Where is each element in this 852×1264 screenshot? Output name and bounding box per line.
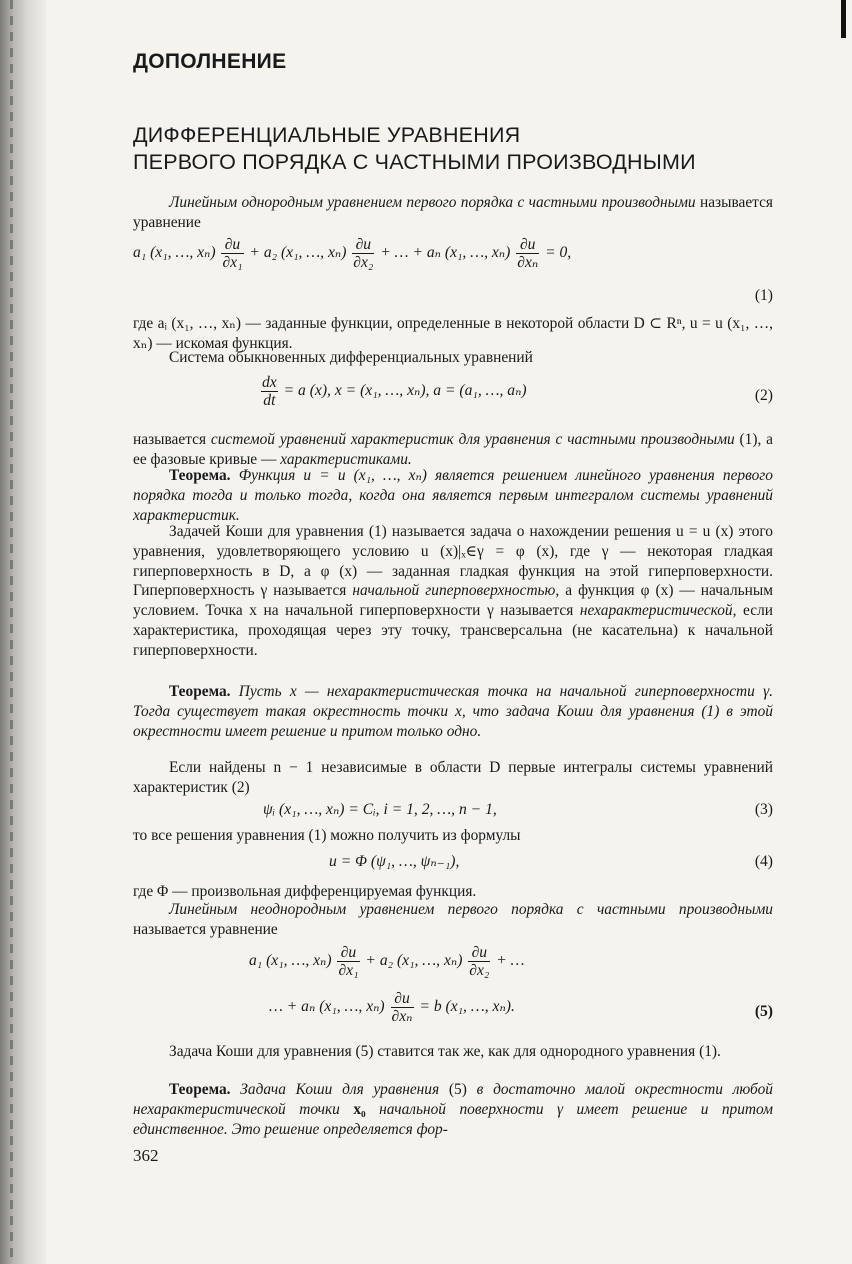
chapter-title	[133, 122, 696, 176]
page-number: 362	[133, 1146, 159, 1165]
book-binding-shadow	[0, 0, 46, 1264]
definition-paragraph-homogeneous	[133, 193, 773, 233]
paragraph-arbitrary-function: где Φ — произвольная дифференцируемая функция.	[133, 883, 477, 900]
fraction: $\frac{\partial u}{\text{∂x₂}}$	[353, 236, 374, 271]
eq-term: a₁ (x₁, …, xₙ)	[133, 244, 216, 262]
fraction: $\frac{\partial u}{\text{∂xₙ}}$	[517, 236, 539, 271]
fraction: $\frac{dx}{dt}$	[262, 374, 277, 409]
equation-number: (5)	[754, 1003, 773, 1020]
paragraph-functions-defined: где aᵢ (x₁, …, xₙ) — заданные функции, определенные в некоторой области D ⊂ Rⁿ, u = u (x₁, …, xₙ) — искомая функция.	[133, 315, 773, 352]
defined-term: системой уравнений характеристик для уравнения с частными производными	[210, 431, 735, 448]
equation-5-line-1: a₁ (x₁, …, xₙ) $\frac{\partial u}{\text{∂x₁}}$ + a₂ (x₁, …, xₙ) $\frac{\partial u}{\text{∂x₂}}$ + …	[249, 944, 525, 979]
fraction: $\frac{\partial u}{\text{∂xₙ}}$	[391, 990, 413, 1025]
defined-term: характеристиками.	[280, 450, 412, 468]
chapter-title-line-2: ПЕРВОГО ПОРЯДКА С ЧАСТНЫМИ ПРОИЗВОДНЫМИ	[133, 150, 696, 174]
equation-5-line-2: … + aₙ (x₁, …, xₙ) $\frac{\partial u}{\text{∂xₙ}}$ = b (x₁, …, xₙ).	[269, 990, 515, 1025]
paragraph-first-integrals: Если найдены n − 1 независимые в области D первые интегралы системы уравнений характеристик (2)	[133, 759, 773, 796]
equation-3	[133, 800, 773, 824]
theorem-text: Функция u = u (x₁, …, xₙ) является решением линейного уравнения первого порядка тогда и только тогда, когда она является первым интегралом системы уравнений характеристик.	[133, 467, 773, 524]
theorem-label: Теорема.	[169, 467, 231, 484]
equation-1	[133, 236, 773, 308]
paragraph-cauchy-inhomogeneous: Задача Коши для уравнения (5) ставится так же, как для однородного уравнения (1).	[169, 1043, 721, 1060]
equation-5	[133, 944, 773, 1040]
paragraph-text: называется уравнение	[133, 194, 773, 231]
defined-term: нехарактеристической	[579, 602, 733, 620]
equation-2	[133, 374, 773, 418]
fraction: $\frac{\partial u}{\text{∂x₁}}$	[338, 944, 359, 979]
fraction: $\frac{\partial u}{\text{∂x₁}}$	[222, 236, 243, 271]
equation-4-body: u = Φ (ψ₁, …, ψₙ₋₁),	[329, 853, 460, 870]
paragraph-all-solutions: то все решения уравнения (1) можно получить из формулы	[133, 827, 521, 844]
scan-edge-mark	[841, 0, 846, 38]
defined-term: Линейным однородным уравнением первого порядка с частными производными	[169, 194, 696, 211]
defined-term: начальной гиперповерхностью	[352, 582, 556, 600]
equation-2-body	[259, 374, 527, 409]
equation-3-body: ψᵢ (x₁, …, xₙ) = Cᵢ, i = 1, 2, …, n − 1,	[263, 801, 497, 818]
theorem-label: Теорема.	[169, 683, 231, 700]
theorem-2	[133, 682, 773, 741]
eq-term: + a₂ (x₁, …, xₙ)	[249, 244, 347, 262]
equation-number: (1)	[754, 287, 773, 304]
definition-paragraph-inhomogeneous: Линейным неоднородным уравнением первого порядка с частными производными называется уравнение	[133, 901, 773, 938]
eq-term: = 0,	[545, 244, 572, 262]
theorem-3: Теорема. Задача Коши для уравнения (5) в достаточно малой окрестности любой нехарактеристической точки x₀ начальной поверхности γ имеет решение и притом единственное. Это решение определяется фор-	[133, 1081, 773, 1138]
theorem-label: Теорема.	[169, 1081, 231, 1098]
equation-4	[133, 852, 773, 876]
theorem-1	[133, 466, 773, 525]
theorem-text: Пусть x — нехарактеристическая точка на начальной гиперповерхности γ. Тогда существует такая окрестность точки x, что задача Коши для уравнения (1) в этой окрестности имеет решение и притом только одно.	[133, 683, 773, 740]
eq-term: = a (x), x = (x₁, …, xₙ), a = (a₁, …, aₙ)	[283, 382, 527, 400]
fraction: $\frac{\partial u}{\text{∂x₂}}$	[469, 944, 490, 979]
paragraph-ode-system: Система обыкновенных дифференциальных уравнений	[169, 349, 533, 366]
defined-term: Линейным неоднородным уравнением первого порядка с частными производными	[169, 901, 773, 918]
equation-number: (2)	[754, 387, 773, 404]
supplement-heading: ДОПОЛНЕНИЕ	[133, 50, 287, 73]
equation-number: (3)	[754, 801, 773, 818]
chapter-title-line-1: ДИФФЕРЕНЦИАЛЬНЫЕ УРАВНЕНИЯ	[133, 123, 521, 147]
equation-number: (4)	[754, 853, 773, 870]
equation-1-body	[133, 236, 571, 271]
paragraph-characteristics: называется системой уравнений характеристик для уравнения с частными производными (1), а ее фазовые кривые — характеристиками.	[133, 431, 774, 468]
paragraph-cauchy-problem: Задачей Коши для уравнения (1) называется задача о нахождении решения u = u (x) этого уравнения, удовлетворяющего условию u (x)|ₓ∈γ = φ (x), где γ — некоторая гладкая гиперповерхность в D, а φ (x) — заданная гладкая функция на этой гиперповерхности. Гиперповерхность γ называется начальной гиперповерхностью, а функция φ (x) — начальным условием. Точка x на начальной гиперповерхности γ называется нехарактеристической, если характеристика, проходящая через эту точку, трансверсальна (не касательна) к начальной гиперповерхности.	[133, 523, 773, 659]
eq-term: + … + aₙ (x₁, …, xₙ)	[380, 244, 511, 262]
